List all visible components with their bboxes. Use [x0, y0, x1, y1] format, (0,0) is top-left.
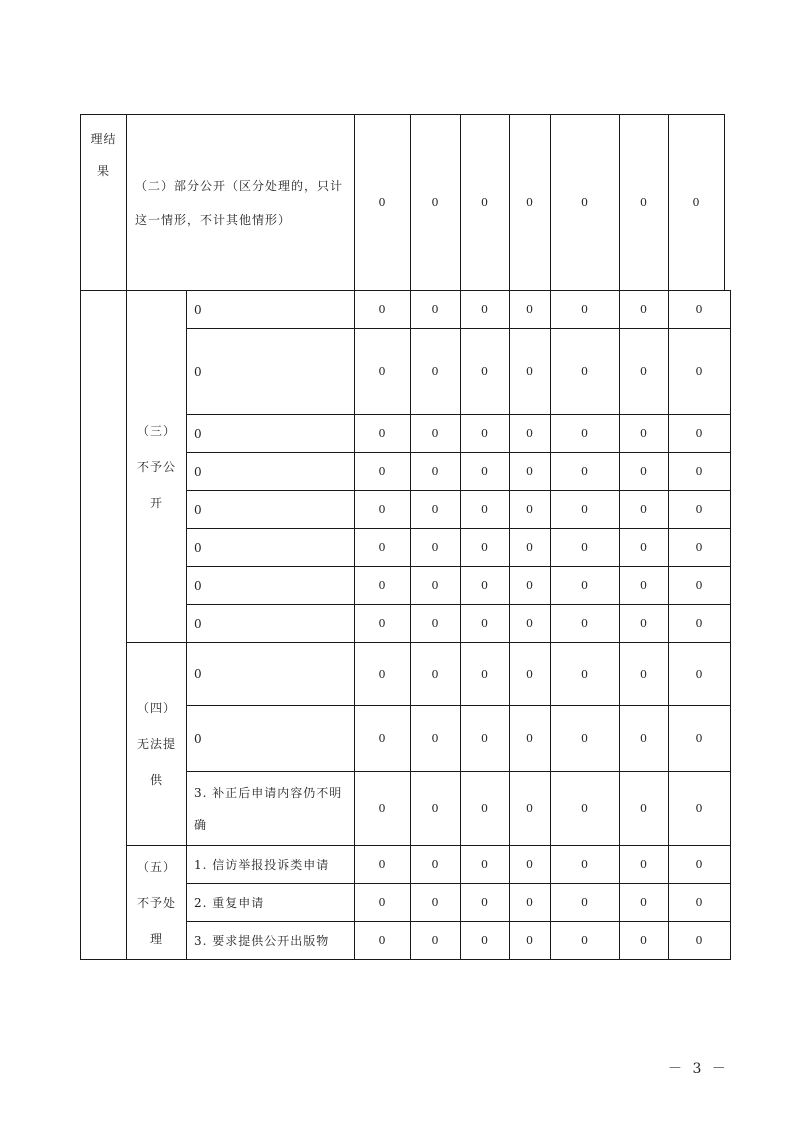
row-label: 0: [187, 491, 355, 529]
value-cell: 0: [551, 453, 620, 491]
row-label: 0: [187, 291, 355, 329]
value-cell: 0: [620, 922, 669, 960]
value-cell: 0: [551, 922, 620, 960]
value-cell: 0: [620, 491, 669, 529]
value-cell: 0: [669, 643, 731, 706]
value-cell: 0: [620, 884, 669, 922]
value-cell: 0: [411, 643, 461, 706]
value-cell: 0: [620, 329, 669, 415]
value-cell: 0: [551, 415, 620, 453]
value-cell: 0: [355, 605, 411, 643]
value-cell: 0: [669, 453, 731, 491]
value-cell: 0: [461, 491, 510, 529]
row-label: 0: [187, 643, 355, 706]
value-cell: 0: [411, 706, 461, 772]
result-category-label: 理结 果: [81, 115, 127, 291]
row-label: 3. 补正后申请内容仍不明确: [187, 772, 355, 846]
value-cell: 0: [620, 453, 669, 491]
value-cell: 0: [510, 329, 551, 415]
table-row: [81, 291, 731, 329]
value-cell: 0: [551, 884, 620, 922]
value-cell: 0: [551, 846, 620, 884]
value-cell: 0: [461, 115, 510, 291]
value-cell: 0: [620, 115, 669, 291]
row-label: 0: [187, 605, 355, 643]
row-label: 0: [187, 415, 355, 453]
value-cell: 0: [510, 115, 551, 291]
value-cell: 0: [669, 846, 731, 884]
value-cell: 0: [510, 415, 551, 453]
value-cell: 0: [669, 329, 731, 415]
value-cell: 0: [411, 605, 461, 643]
row-label: 0: [187, 706, 355, 772]
value-cell: 0: [620, 772, 669, 846]
row-label: 0: [187, 453, 355, 491]
value-cell: 0: [669, 605, 731, 643]
value-cell: 0: [510, 643, 551, 706]
value-cell: 0: [669, 567, 731, 605]
value-cell: 0: [551, 706, 620, 772]
value-cell: 0: [669, 884, 731, 922]
section-label-not-processed: （五） 不予处 理: [127, 846, 187, 960]
value-cell: 0: [411, 491, 461, 529]
value-cell: 0: [461, 772, 510, 846]
value-cell: 0: [551, 529, 620, 567]
table-row: [81, 846, 731, 884]
value-cell: 0: [669, 706, 731, 772]
row-label: 2. 重复申请: [187, 884, 355, 922]
value-cell: 0: [620, 415, 669, 453]
value-cell: 0: [411, 772, 461, 846]
value-cell: 0: [461, 529, 510, 567]
value-cell: 0: [355, 415, 411, 453]
value-cell: 0: [355, 643, 411, 706]
value-cell: 0: [510, 567, 551, 605]
value-cell: 0: [620, 846, 669, 884]
value-cell: 0: [411, 291, 461, 329]
value-cell: 0: [355, 846, 411, 884]
value-cell: 0: [551, 605, 620, 643]
partial-disclosure-row: [81, 115, 725, 291]
value-cell: 0: [355, 772, 411, 846]
value-cell: 0: [551, 772, 620, 846]
value-cell: 0: [355, 453, 411, 491]
value-cell: 0: [461, 567, 510, 605]
value-cell: 0: [355, 567, 411, 605]
table-row: [81, 643, 731, 706]
value-cell: 0: [355, 529, 411, 567]
value-cell: 0: [620, 643, 669, 706]
value-cell: 0: [551, 115, 620, 291]
row-label: 0: [187, 567, 355, 605]
value-cell: 0: [461, 415, 510, 453]
value-cell: 0: [669, 491, 731, 529]
value-cell: 0: [620, 706, 669, 772]
value-cell: 0: [355, 884, 411, 922]
row-label: 3. 要求提供公开出版物: [187, 922, 355, 960]
value-cell: 0: [669, 415, 731, 453]
blank-category-column: [81, 291, 127, 960]
value-cell: 0: [510, 529, 551, 567]
value-cell: 0: [461, 329, 510, 415]
value-cell: 0: [355, 706, 411, 772]
row-label: 1. 信访举报投诉类申请: [187, 846, 355, 884]
value-cell: 0: [411, 846, 461, 884]
section-label-non-disclosure: （三） 不予公 开: [127, 291, 187, 643]
value-cell: 0: [510, 453, 551, 491]
value-cell: 0: [355, 329, 411, 415]
value-cell: 0: [510, 291, 551, 329]
value-cell: 0: [620, 291, 669, 329]
value-cell: 0: [411, 415, 461, 453]
value-cell: 0: [355, 491, 411, 529]
value-cell: 0: [551, 491, 620, 529]
value-cell: 0: [551, 329, 620, 415]
partial-disclosure-label: （二）部分公开（区分处理的，只计这一情形，不计其他情形）: [127, 115, 355, 291]
value-cell: 0: [355, 291, 411, 329]
value-cell: 0: [461, 605, 510, 643]
value-cell: 0: [551, 643, 620, 706]
value-cell: 0: [551, 291, 620, 329]
value-cell: 0: [620, 529, 669, 567]
value-cell: 0: [620, 605, 669, 643]
section-label-unable-to-provide: （四） 无法提 供: [127, 643, 187, 846]
value-cell: 0: [510, 884, 551, 922]
value-cell: 0: [620, 567, 669, 605]
row-label: 0: [187, 529, 355, 567]
value-cell: 0: [510, 846, 551, 884]
value-cell: 0: [510, 605, 551, 643]
value-cell: 0: [411, 884, 461, 922]
row-label: 0: [187, 329, 355, 415]
value-cell: 0: [411, 115, 461, 291]
value-cell: 0: [461, 922, 510, 960]
value-cell: 0: [669, 922, 731, 960]
value-cell: 0: [669, 291, 731, 329]
value-cell: 0: [510, 706, 551, 772]
value-cell: 0: [669, 772, 731, 846]
value-cell: 0: [461, 706, 510, 772]
page-number: － 3 －: [668, 1061, 729, 1077]
value-cell: 0: [461, 884, 510, 922]
value-cell: 0: [551, 567, 620, 605]
value-cell: 0: [669, 529, 731, 567]
value-cell: 0: [461, 453, 510, 491]
value-cell: 0: [411, 922, 461, 960]
value-cell: 0: [355, 115, 411, 291]
value-cell: 0: [669, 115, 725, 291]
value-cell: 0: [355, 922, 411, 960]
value-cell: 0: [411, 529, 461, 567]
top-result-table: [80, 114, 725, 291]
value-cell: 0: [510, 922, 551, 960]
value-cell: 0: [411, 453, 461, 491]
result-detail-table: [80, 290, 731, 960]
value-cell: 0: [510, 772, 551, 846]
value-cell: 0: [461, 643, 510, 706]
value-cell: 0: [461, 846, 510, 884]
value-cell: 0: [461, 291, 510, 329]
value-cell: 0: [411, 567, 461, 605]
value-cell: 0: [411, 329, 461, 415]
value-cell: 0: [510, 491, 551, 529]
